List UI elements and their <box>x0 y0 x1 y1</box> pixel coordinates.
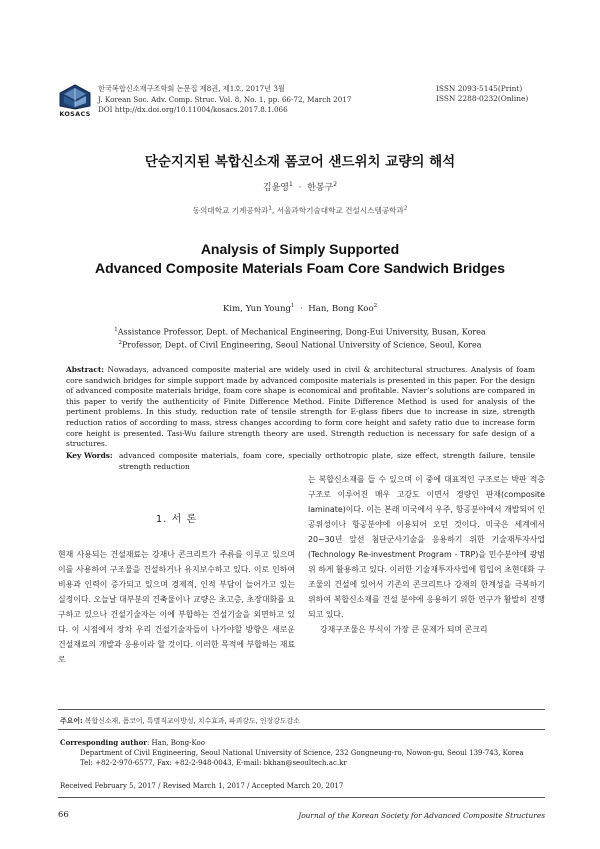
corresponding-contact[interactable]: Tel: +82-2-970-6577, Fax: +82-2-948-0043, E-mail: bkhan@seoultech.ac.kr <box>80 759 347 767</box>
doi-link[interactable]: DOI http://dx.doi.org/10.11004/kosacs.2017.8.1.066 <box>98 105 288 114</box>
affil-en-1: Assistance Professor, Dept. of Mechanical Engineering, Dong-Eui University, Busan, Korea <box>117 327 486 337</box>
issn-block <box>436 84 528 104</box>
journal-header <box>98 84 351 116</box>
abstract-text: Nowadays, advanced composite material are widely used in civil & architectural structures. Analysis of foam core sandwich bridges for simple support made by advanced composite materials is presented in this paper. For the design of advanced composite materials bridge, foam core shape is economical and profitable. Navier’s solutions are compared in this paper to verify the authenticity of Finite Difference Method. Finite Difference Method is used for analysis of the pertinent problems. In this study, reduction rate of tensile strength for E-glass fibers due to increase in size, strength reduction ratios of according to mass, stress changes according to form core height and safety ratio due to increase form core height is presented. Tasi-Wu failure strength theory are used. Strength reduction is necessary for safe design of a structures. <box>66 365 535 449</box>
corresponding-label: Corresponding author <box>60 738 147 747</box>
affil-ko-1: 동의대학교 기계공학과 <box>192 206 269 215</box>
right-column-paragraph-2: 강재구조물은 부식이 가장 큰 문제가 되며 콘크리 <box>320 625 488 634</box>
keywords-text: advanced composite materials, foam core, specially orthotropic plate, size effect, strength failure, tensile strength reduction <box>119 451 535 471</box>
title-english <box>0 240 600 278</box>
author-1-ko: 김윤영 <box>262 183 289 193</box>
affil-en-2-sup: 2 <box>118 339 123 346</box>
affil-en-1-sup: 1 <box>114 327 118 333</box>
author-2-en-sup: 2 <box>373 303 378 309</box>
corresponding-address: Department of Civil Engineering, Seoul National University of Science, 232 Gongneung-ro, Nowon-gu, Seoul 139-743, Korea <box>80 749 524 757</box>
affil-en-line-2 <box>0 338 600 351</box>
issn-online: ISSN 2288-0232(Online) <box>436 94 529 103</box>
corresponding-name: : Han, Bong-Koo <box>146 739 205 747</box>
footer-rule <box>58 797 545 798</box>
journal-name-ko: 한국복합신소재구조학회 논문집 제8권, 제1호, 2017년 3월 <box>98 84 285 93</box>
author-2-ko: 한봉구 <box>307 183 334 193</box>
received-dates: Received February 5, 2017 / Revised March 1, 2017 / Accepted March 20, 2017 <box>60 782 344 790</box>
corresponding-author <box>60 738 545 768</box>
author-separator: · <box>298 183 302 193</box>
authors-korean <box>0 180 600 193</box>
affil-ko-1-sup: 1 <box>268 205 272 212</box>
affil-en-line-1 <box>0 325 600 338</box>
logo-text: KOSACS <box>59 110 91 118</box>
affil-ko-2: , 서울과학기술대학교 건설시스템공학과 <box>271 206 404 215</box>
affiliation-english <box>0 325 600 350</box>
affiliation-korean <box>0 205 600 216</box>
author-en-separator: · <box>300 303 303 314</box>
author-1-en-sup: 1 <box>291 303 295 309</box>
affil-en-2: Professor, Dept. of Civil Engineering, Seoul National University of Science, Seoul, Korea <box>122 340 482 350</box>
keywords <box>66 451 535 472</box>
affil-ko-2-sup: 2 <box>403 205 408 212</box>
author-1-en: Kim, Yun Young <box>222 303 292 314</box>
korean-keywords-label: 주요어: <box>60 717 83 725</box>
author-2-en: Han, Bong Koo <box>308 303 374 314</box>
author-1-ko-sup: 1 <box>289 181 293 188</box>
title-korean: 단순지지된 복합신소재 폼코어 샌드위치 교량의 해석 <box>144 154 456 170</box>
footnote-rule-mid <box>58 729 545 730</box>
korean-keywords <box>60 715 300 725</box>
section-1-heading: 1. 서 론 <box>155 514 198 525</box>
title-en-line-1: Analysis of Simply Supported <box>200 241 400 257</box>
footnote-rule-top <box>58 709 545 710</box>
authors-english <box>0 303 600 314</box>
right-column <box>308 472 545 637</box>
issn-print: ISSN 2093-5145(Print) <box>436 84 523 93</box>
journal-name-en: J. Korean Soc. Adv. Comp. Struc. Vol. 8, No. 1, pp. 66-72, March 2017 <box>98 94 352 104</box>
keywords-label: Key Words: <box>66 451 113 460</box>
left-column-text: 현재 사용되는 건설재료는 강재나 콘크리트가 주류를 이루고 있으며 이를 사용하여 구조물을 건설하거나 유지보수하고 있다. 이로 인하여 비용과 인력이 증가되고 있으며 경제적, 인적 부담이 늘어가고 있는 실정이다. 오늘날 대부분의 건축물이나 교량은 초고층, 초장대화를 요구하고 있으나 건설기술자는 이에 부합하는 건설기술을 외면하고 있다. 이 시점에서 장차 우리 건설기술자들이 나가야할 방향은 새로운 건설재료의 개발과 응용이라 할 것이다. 이러한 목적에 부합하는 재료로 <box>58 550 295 664</box>
title-en-line-2: Advanced Composite Materials Foam Core Sandwich Bridges <box>95 260 505 276</box>
kosacs-emblem-icon <box>58 84 92 110</box>
korean-keywords-text: 복합신소재, 폼코어, 특별직교이방성, 치수효과, 파괴강도, 인장강도감소 <box>82 717 300 725</box>
page-number: 66 <box>58 810 69 820</box>
abstract-label: Abstract: <box>66 365 105 374</box>
author-2-ko-sup: 2 <box>333 181 338 188</box>
footer-journal-name: Journal of the Korean Society for Advanced Composite Structures <box>298 811 545 820</box>
kosacs-logo <box>58 84 92 118</box>
abstract <box>66 365 535 450</box>
right-column-paragraph-1: 는 복합신소재를 들 수 있으며 이 중에 대표적인 구조로는 박판 적층 구조로 이루어진 매우 고강도 이면서 경량인 판재(composite laminate)이다. 이는 본래 미국에서 우주, 항공분야에서 개발되어 인공위성이나 항공분야에 이용되어 오던 것이다. 미국은 세계에서 20∼30년 앞선 첨단군사기술을 응용하기 위한 기술재투자사업(Technology Re-investment Program - TRP)을 민수분야에 광범위 하게 활용하고 있다. 이러한 기술재투자사업에 힘입어 초현대화 구조물의 건설에 있어서 기존의 콘크리트나 강재의 한계성을 극복하기 위하여 복합신소재를 건설 분야에 응용하기 위한 연구가 활발히 진행되고 있다. <box>308 475 545 619</box>
